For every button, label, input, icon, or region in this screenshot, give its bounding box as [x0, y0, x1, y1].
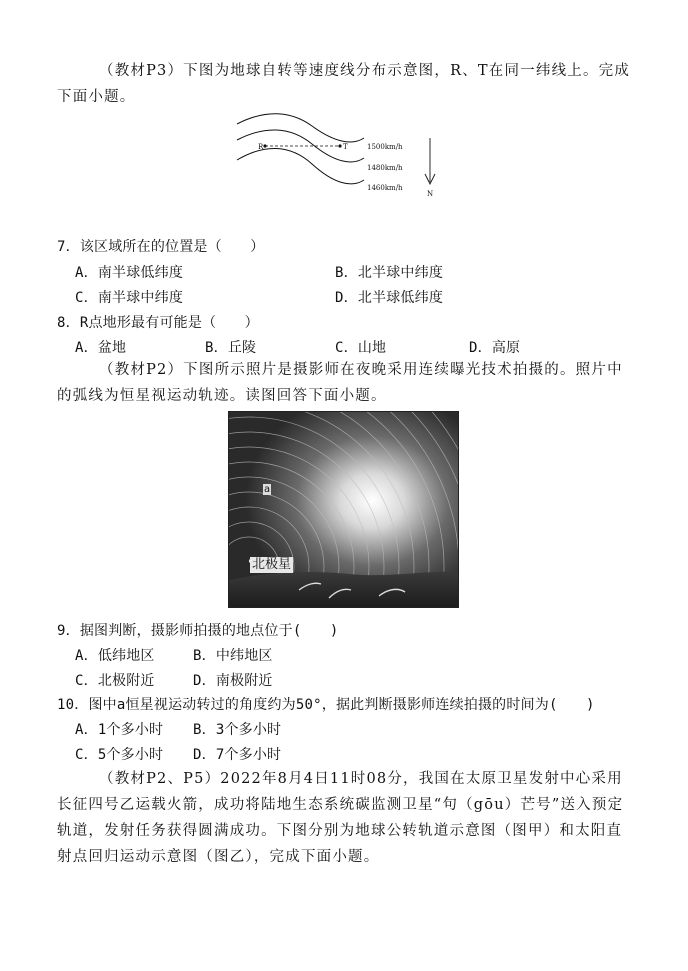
q10-option-a[interactable]: A．1个多小时	[75, 722, 164, 738]
star-trail-drawing	[229, 412, 459, 608]
label-t: T	[343, 143, 348, 151]
q9-option-b[interactable]: B．中纬地区	[193, 648, 273, 664]
speed-isoline-1460	[237, 148, 364, 183]
speed-isoline-1500	[237, 114, 364, 142]
q7-stem: 7．该区域所在的位置是（ ）	[57, 239, 265, 255]
star-trail-photo	[228, 411, 459, 608]
label-r: R	[258, 143, 264, 151]
label-speed-1480: 1480km/h	[367, 164, 403, 172]
q10-option-d[interactable]: D．7个多小时	[193, 747, 282, 763]
q8-option-d[interactable]: D．高原	[469, 340, 521, 356]
q10-option-b[interactable]: B．3个多小时	[193, 722, 282, 738]
star-a-label: a	[264, 484, 271, 495]
q10-stem: 10．图中a恒星视运动转过的角度约为50°，据此判断摄影师连续拍摄的时间为( )	[57, 697, 595, 713]
q8-stem: 8．R点地形最有可能是（ ）	[57, 315, 259, 331]
q8-option-a[interactable]: A．盆地	[75, 340, 127, 356]
q7-option-b[interactable]: B．北半球中纬度	[335, 265, 444, 281]
label-speed-1460: 1460km/h	[367, 184, 403, 192]
q9-option-d[interactable]: D．南极附近	[193, 673, 273, 689]
polaris-label: 北极星	[252, 557, 292, 572]
intro-passage-1: （教材P3）下图为地球自转等速度线分布示意图，R、T在同一纬线上。完成下面小题。	[57, 63, 631, 105]
q7-option-d[interactable]: D．北半球低纬度	[335, 290, 444, 306]
intro-passage-3: （教材P2、P5）2022年8月4日11时08分，我国在太原卫星发射中心采用长征四号乙运载火箭，成功将陆地生态系统碳监测卫星“句（gōu）芒号”送入预定轨道，发射任务获得圆满成功。下图分别为地球公转轨道示意图（图甲）和太阳直射点回归运动示意图（图乙），完成下面小题。	[57, 771, 624, 865]
q7-option-a[interactable]: A．南半球低纬度	[75, 265, 184, 281]
label-north: N	[427, 190, 434, 198]
label-speed-1500: 1500km/h	[367, 143, 403, 151]
q10-option-c[interactable]: C．5个多小时	[75, 747, 164, 763]
q9-stem: 9．据图判断，摄影师拍摄的地点位于( )	[57, 623, 339, 639]
q7-option-c[interactable]: C．南半球中纬度	[75, 290, 184, 306]
rotation-speed-figure	[232, 112, 444, 200]
q8-option-b[interactable]: B．丘陵	[205, 340, 257, 356]
point-t	[338, 144, 341, 147]
point-r	[263, 144, 266, 147]
q8-option-c[interactable]: C．山地	[335, 340, 387, 356]
intro-passage-2: （教材P2）下图所示照片是摄影师在夜晚采用连续曝光技术拍摄的。照片中的弧线为恒星视运动轨迹。读图回答下面小题。	[57, 362, 623, 404]
q9-option-a[interactable]: A．低纬地区	[75, 648, 155, 664]
q9-option-c[interactable]: C．北极附近	[75, 673, 155, 689]
